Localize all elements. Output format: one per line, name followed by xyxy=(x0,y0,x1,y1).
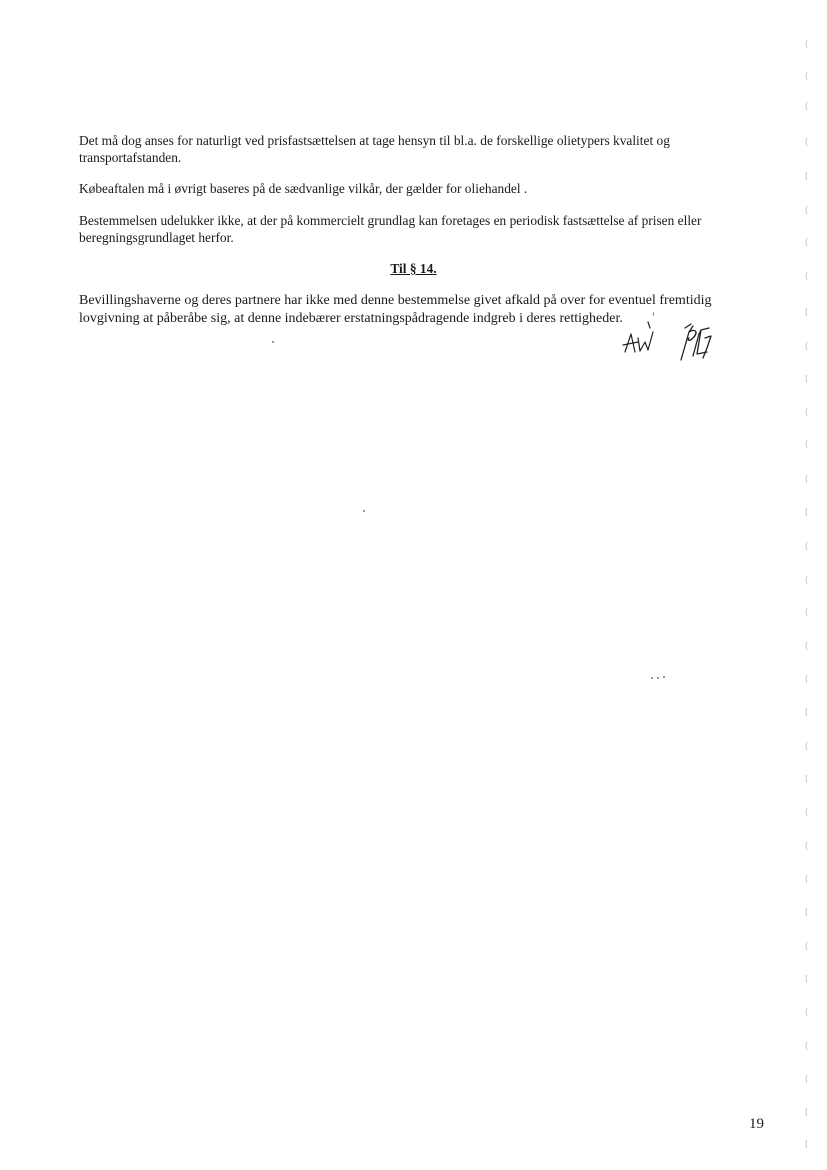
paragraph-purchase-terms: Købeaftalen må i øvrigt baseres på de sædvanlige vilkår, der gælder for oliehandel . xyxy=(79,181,528,196)
handwritten-initials xyxy=(615,318,735,368)
scan-speck xyxy=(272,341,274,343)
paragraph-price-setting: Det må dog anses for naturligt ved prisfastsættelsen at tage hensyn til bl.a. de forskellige olietypers kvalitet og transportafstanden. xyxy=(79,133,670,165)
scan-edge-marks xyxy=(800,30,827,1170)
scan-speck xyxy=(363,510,365,512)
paragraph-periodic-pricing: Bestemmelsen udelukker ikke, at der på kommercielt grundlag kan foretages en periodisk fastsættelse af prisen eller beregningsgrundlaget herfor. xyxy=(79,213,702,245)
paragraph-section-14: Bevillingshaverne og deres partnere har ikke med denne bestemmelse givet afkald på over for eventuel fremtidig lovgivning at påberåbe sig, at denne indebærer erstatningspådragende indgreb i deres rettigheder. xyxy=(79,293,712,326)
scan-speck xyxy=(651,677,653,679)
section-heading: Til § 14. xyxy=(390,261,437,276)
initials-2-signature xyxy=(681,324,711,360)
page-number: 19 xyxy=(749,1116,764,1132)
scan-speck xyxy=(663,676,665,678)
scan-speck xyxy=(657,677,659,679)
scan-speck xyxy=(653,312,654,316)
initials-1-signature xyxy=(623,322,653,352)
